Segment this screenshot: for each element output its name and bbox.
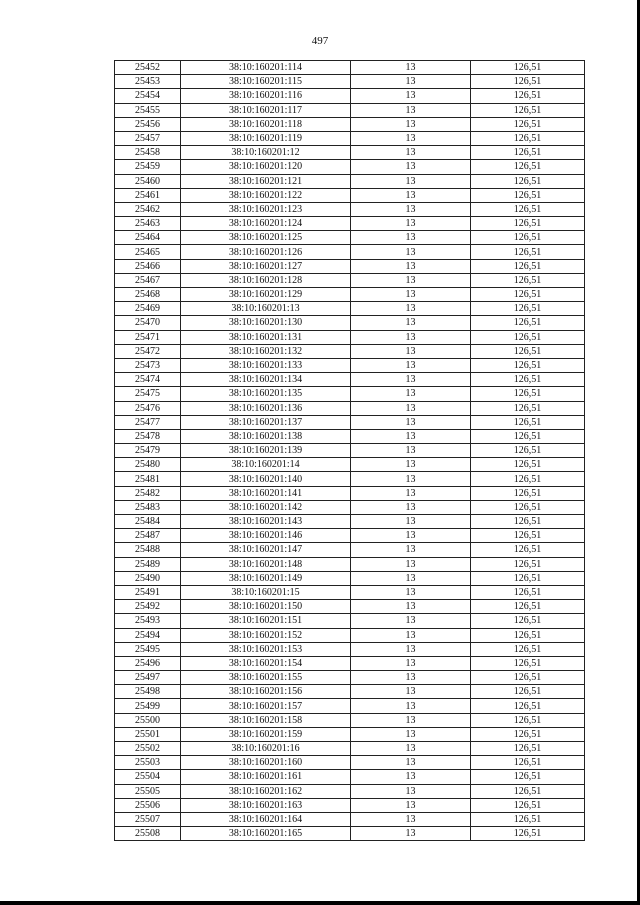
cadastral-number-cell: 38:10:160201:120	[181, 160, 351, 174]
record-number-cell: 25504	[115, 770, 181, 784]
zone-code-cell: 13	[351, 812, 471, 826]
record-number-cell: 25501	[115, 727, 181, 741]
value-cell: 126,51	[471, 827, 585, 841]
value-cell: 126,51	[471, 174, 585, 188]
zone-code-cell: 13	[351, 131, 471, 145]
cadastral-number-cell: 38:10:160201:119	[181, 131, 351, 145]
table-row	[115, 415, 585, 429]
value-cell: 126,51	[471, 614, 585, 628]
table-row	[115, 699, 585, 713]
cadastral-number-cell: 38:10:160201:150	[181, 600, 351, 614]
record-number-cell: 25484	[115, 515, 181, 529]
cadastral-number-cell: 38:10:160201:164	[181, 812, 351, 826]
table-row	[115, 316, 585, 330]
table-row	[115, 812, 585, 826]
value-cell: 126,51	[471, 685, 585, 699]
zone-code-cell: 13	[351, 429, 471, 443]
zone-code-cell: 13	[351, 103, 471, 117]
table-row	[115, 302, 585, 316]
cadastral-number-cell: 38:10:160201:16	[181, 742, 351, 756]
table-row	[115, 557, 585, 571]
table-row	[115, 131, 585, 145]
zone-code-cell: 13	[351, 472, 471, 486]
zone-code-cell: 13	[351, 231, 471, 245]
zone-code-cell: 13	[351, 600, 471, 614]
value-cell: 126,51	[471, 61, 585, 75]
record-number-cell: 25452	[115, 61, 181, 75]
value-cell: 126,51	[471, 543, 585, 557]
value-cell: 126,51	[471, 699, 585, 713]
record-number-cell: 25490	[115, 571, 181, 585]
table-row	[115, 671, 585, 685]
record-number-cell: 25473	[115, 358, 181, 372]
record-number-cell: 25466	[115, 259, 181, 273]
table-row	[115, 756, 585, 770]
record-number-cell: 25468	[115, 288, 181, 302]
record-number-cell: 25456	[115, 117, 181, 131]
cadastral-number-cell: 38:10:160201:12	[181, 146, 351, 160]
value-cell: 126,51	[471, 444, 585, 458]
zone-code-cell: 13	[351, 89, 471, 103]
zone-code-cell: 13	[351, 316, 471, 330]
record-number-cell: 25475	[115, 387, 181, 401]
cadastral-number-cell: 38:10:160201:128	[181, 273, 351, 287]
table-row	[115, 188, 585, 202]
value-cell: 126,51	[471, 302, 585, 316]
cadastral-number-cell: 38:10:160201:136	[181, 401, 351, 415]
value-cell: 126,51	[471, 656, 585, 670]
cadastral-number-cell: 38:10:160201:149	[181, 571, 351, 585]
table-row	[115, 798, 585, 812]
record-number-cell: 25495	[115, 642, 181, 656]
cadastral-number-cell: 38:10:160201:14	[181, 458, 351, 472]
cadastral-number-cell: 38:10:160201:125	[181, 231, 351, 245]
table-row	[115, 642, 585, 656]
table-row	[115, 146, 585, 160]
table-row	[115, 515, 585, 529]
zone-code-cell: 13	[351, 273, 471, 287]
value-cell: 126,51	[471, 373, 585, 387]
cadastral-number-cell: 38:10:160201:138	[181, 429, 351, 443]
cadastral-number-cell: 38:10:160201:118	[181, 117, 351, 131]
cadastral-number-cell: 38:10:160201:156	[181, 685, 351, 699]
table-row	[115, 656, 585, 670]
value-cell: 126,51	[471, 146, 585, 160]
zone-code-cell: 13	[351, 174, 471, 188]
cadastral-number-cell: 38:10:160201:141	[181, 486, 351, 500]
cadastral-number-cell: 38:10:160201:117	[181, 103, 351, 117]
cadastral-number-cell: 38:10:160201:129	[181, 288, 351, 302]
cadastral-number-cell: 38:10:160201:127	[181, 259, 351, 273]
record-number-cell: 25477	[115, 415, 181, 429]
table-row	[115, 231, 585, 245]
record-number-cell: 25474	[115, 373, 181, 387]
table-row	[115, 458, 585, 472]
table-row	[115, 472, 585, 486]
record-number-cell: 25507	[115, 812, 181, 826]
value-cell: 126,51	[471, 515, 585, 529]
zone-code-cell: 13	[351, 500, 471, 514]
table-row	[115, 358, 585, 372]
zone-code-cell: 13	[351, 61, 471, 75]
record-number-cell: 25454	[115, 89, 181, 103]
value-cell: 126,51	[471, 202, 585, 216]
cadastral-number-cell: 38:10:160201:142	[181, 500, 351, 514]
table-row	[115, 330, 585, 344]
cadastral-number-cell: 38:10:160201:147	[181, 543, 351, 557]
cadastral-number-cell: 38:10:160201:148	[181, 557, 351, 571]
table-row	[115, 827, 585, 841]
value-cell: 126,51	[471, 671, 585, 685]
record-number-cell: 25470	[115, 316, 181, 330]
record-number-cell: 25481	[115, 472, 181, 486]
table-row	[115, 486, 585, 500]
table-row	[115, 770, 585, 784]
cadastral-number-cell: 38:10:160201:162	[181, 784, 351, 798]
cadastral-number-cell: 38:10:160201:139	[181, 444, 351, 458]
zone-code-cell: 13	[351, 571, 471, 585]
value-cell: 126,51	[471, 770, 585, 784]
table-row	[115, 429, 585, 443]
value-cell: 126,51	[471, 231, 585, 245]
zone-code-cell: 13	[351, 628, 471, 642]
zone-code-cell: 13	[351, 784, 471, 798]
table-row	[115, 614, 585, 628]
value-cell: 126,51	[471, 486, 585, 500]
record-number-cell: 25479	[115, 444, 181, 458]
cadastral-number-cell: 38:10:160201:140	[181, 472, 351, 486]
record-number-cell: 25497	[115, 671, 181, 685]
record-number-cell: 25483	[115, 500, 181, 514]
zone-code-cell: 13	[351, 699, 471, 713]
table-row	[115, 373, 585, 387]
zone-code-cell: 13	[351, 770, 471, 784]
value-cell: 126,51	[471, 316, 585, 330]
zone-code-cell: 13	[351, 288, 471, 302]
value-cell: 126,51	[471, 784, 585, 798]
record-number-cell: 25471	[115, 330, 181, 344]
value-cell: 126,51	[471, 401, 585, 415]
cadastral-number-cell: 38:10:160201:137	[181, 415, 351, 429]
table-row	[115, 202, 585, 216]
value-cell: 126,51	[471, 458, 585, 472]
cadastral-number-cell: 38:10:160201:114	[181, 61, 351, 75]
table-row	[115, 387, 585, 401]
value-cell: 126,51	[471, 273, 585, 287]
record-number-cell: 25459	[115, 160, 181, 174]
record-number-cell: 25491	[115, 585, 181, 599]
record-number-cell: 25476	[115, 401, 181, 415]
cadastral-number-cell: 38:10:160201:126	[181, 245, 351, 259]
cadastral-number-cell: 38:10:160201:115	[181, 75, 351, 89]
table-row	[115, 75, 585, 89]
table-row	[115, 727, 585, 741]
zone-code-cell: 13	[351, 245, 471, 259]
zone-code-cell: 13	[351, 742, 471, 756]
table-row	[115, 89, 585, 103]
cadastral-number-cell: 38:10:160201:160	[181, 756, 351, 770]
cadastral-number-cell: 38:10:160201:146	[181, 529, 351, 543]
value-cell: 126,51	[471, 585, 585, 599]
zone-code-cell: 13	[351, 160, 471, 174]
page-number: 497	[311, 35, 329, 47]
record-number-cell: 25488	[115, 543, 181, 557]
zone-code-cell: 13	[351, 387, 471, 401]
value-cell: 126,51	[471, 75, 585, 89]
value-cell: 126,51	[471, 358, 585, 372]
zone-code-cell: 13	[351, 217, 471, 231]
table-row	[115, 685, 585, 699]
zone-code-cell: 13	[351, 75, 471, 89]
record-number-cell: 25499	[115, 699, 181, 713]
zone-code-cell: 13	[351, 685, 471, 699]
cadastral-number-cell: 38:10:160201:130	[181, 316, 351, 330]
zone-code-cell: 13	[351, 344, 471, 358]
table-row	[115, 61, 585, 75]
zone-code-cell: 13	[351, 458, 471, 472]
table-row	[115, 742, 585, 756]
table-row	[115, 571, 585, 585]
table-row	[115, 585, 585, 599]
zone-code-cell: 13	[351, 585, 471, 599]
record-number-cell: 25498	[115, 685, 181, 699]
zone-code-cell: 13	[351, 515, 471, 529]
zone-code-cell: 13	[351, 543, 471, 557]
value-cell: 126,51	[471, 415, 585, 429]
table-row	[115, 273, 585, 287]
cadastral-number-cell: 38:10:160201:157	[181, 699, 351, 713]
zone-code-cell: 13	[351, 486, 471, 500]
zone-code-cell: 13	[351, 614, 471, 628]
table-row	[115, 174, 585, 188]
record-number-cell: 25492	[115, 600, 181, 614]
cadastral-number-cell: 38:10:160201:152	[181, 628, 351, 642]
zone-code-cell: 13	[351, 642, 471, 656]
record-number-cell: 25506	[115, 798, 181, 812]
zone-code-cell: 13	[351, 557, 471, 571]
cadastral-number-cell: 38:10:160201:151	[181, 614, 351, 628]
zone-code-cell: 13	[351, 656, 471, 670]
cadastral-number-cell: 38:10:160201:155	[181, 671, 351, 685]
record-number-cell: 25494	[115, 628, 181, 642]
cadastral-number-cell: 38:10:160201:132	[181, 344, 351, 358]
value-cell: 126,51	[471, 529, 585, 543]
zone-code-cell: 13	[351, 117, 471, 131]
zone-code-cell: 13	[351, 798, 471, 812]
zone-code-cell: 13	[351, 188, 471, 202]
table-row	[115, 500, 585, 514]
value-cell: 126,51	[471, 387, 585, 401]
zone-code-cell: 13	[351, 713, 471, 727]
table-row	[115, 103, 585, 117]
zone-code-cell: 13	[351, 529, 471, 543]
value-cell: 126,51	[471, 429, 585, 443]
cadastral-number-cell: 38:10:160201:153	[181, 642, 351, 656]
zone-code-cell: 13	[351, 827, 471, 841]
record-number-cell: 25461	[115, 188, 181, 202]
cadastral-number-cell: 38:10:160201:131	[181, 330, 351, 344]
zone-code-cell: 13	[351, 415, 471, 429]
value-cell: 126,51	[471, 131, 585, 145]
cadastral-number-cell: 38:10:160201:121	[181, 174, 351, 188]
record-number-cell: 25493	[115, 614, 181, 628]
record-number-cell: 25467	[115, 273, 181, 287]
value-cell: 126,51	[471, 288, 585, 302]
value-cell: 126,51	[471, 117, 585, 131]
record-number-cell: 25502	[115, 742, 181, 756]
zone-code-cell: 13	[351, 302, 471, 316]
table-body	[115, 61, 585, 841]
value-cell: 126,51	[471, 500, 585, 514]
value-cell: 126,51	[471, 727, 585, 741]
table-row	[115, 160, 585, 174]
cadastral-number-cell: 38:10:160201:161	[181, 770, 351, 784]
record-number-cell: 25458	[115, 146, 181, 160]
cadastral-number-cell: 38:10:160201:163	[181, 798, 351, 812]
value-cell: 126,51	[471, 330, 585, 344]
table-row	[115, 784, 585, 798]
zone-code-cell: 13	[351, 401, 471, 415]
cadastral-number-cell: 38:10:160201:116	[181, 89, 351, 103]
cadastral-number-cell: 38:10:160201:15	[181, 585, 351, 599]
cadastral-number-cell: 38:10:160201:122	[181, 188, 351, 202]
value-cell: 126,51	[471, 642, 585, 656]
record-number-cell: 25464	[115, 231, 181, 245]
record-number-cell: 25457	[115, 131, 181, 145]
record-number-cell: 25480	[115, 458, 181, 472]
zone-code-cell: 13	[351, 727, 471, 741]
record-number-cell: 25496	[115, 656, 181, 670]
cadastral-number-cell: 38:10:160201:133	[181, 358, 351, 372]
table-row	[115, 217, 585, 231]
record-number-cell: 25482	[115, 486, 181, 500]
table-row	[115, 245, 585, 259]
record-number-cell: 25505	[115, 784, 181, 798]
cadastral-number-cell: 38:10:160201:159	[181, 727, 351, 741]
value-cell: 126,51	[471, 344, 585, 358]
table-row	[115, 344, 585, 358]
scan-edge-bottom	[0, 901, 640, 905]
value-cell: 126,51	[471, 89, 585, 103]
record-number-cell: 25500	[115, 713, 181, 727]
cadastral-table	[114, 60, 585, 841]
value-cell: 126,51	[471, 160, 585, 174]
record-number-cell: 25465	[115, 245, 181, 259]
cadastral-number-cell: 38:10:160201:13	[181, 302, 351, 316]
value-cell: 126,51	[471, 103, 585, 117]
value-cell: 126,51	[471, 798, 585, 812]
zone-code-cell: 13	[351, 444, 471, 458]
value-cell: 126,51	[471, 628, 585, 642]
value-cell: 126,51	[471, 571, 585, 585]
record-number-cell: 25478	[115, 429, 181, 443]
table-row	[115, 288, 585, 302]
table-row	[115, 529, 585, 543]
value-cell: 126,51	[471, 217, 585, 231]
cadastral-number-cell: 38:10:160201:124	[181, 217, 351, 231]
record-number-cell: 25453	[115, 75, 181, 89]
zone-code-cell: 13	[351, 259, 471, 273]
table-row	[115, 259, 585, 273]
table-row	[115, 543, 585, 557]
zone-code-cell: 13	[351, 358, 471, 372]
cadastral-number-cell: 38:10:160201:123	[181, 202, 351, 216]
table-row	[115, 444, 585, 458]
record-number-cell: 25472	[115, 344, 181, 358]
cadastral-number-cell: 38:10:160201:134	[181, 373, 351, 387]
table-row	[115, 401, 585, 415]
value-cell: 126,51	[471, 600, 585, 614]
zone-code-cell: 13	[351, 671, 471, 685]
value-cell: 126,51	[471, 742, 585, 756]
value-cell: 126,51	[471, 259, 585, 273]
record-number-cell: 25489	[115, 557, 181, 571]
value-cell: 126,51	[471, 713, 585, 727]
table-row	[115, 600, 585, 614]
zone-code-cell: 13	[351, 146, 471, 160]
record-number-cell: 25503	[115, 756, 181, 770]
cadastral-number-cell: 38:10:160201:154	[181, 656, 351, 670]
zone-code-cell: 13	[351, 330, 471, 344]
table-row	[115, 117, 585, 131]
record-number-cell: 25469	[115, 302, 181, 316]
cadastral-number-cell: 38:10:160201:165	[181, 827, 351, 841]
table-row	[115, 628, 585, 642]
zone-code-cell: 13	[351, 373, 471, 387]
record-number-cell: 25462	[115, 202, 181, 216]
value-cell: 126,51	[471, 188, 585, 202]
record-number-cell: 25487	[115, 529, 181, 543]
zone-code-cell: 13	[351, 756, 471, 770]
record-number-cell: 25460	[115, 174, 181, 188]
table-row	[115, 713, 585, 727]
value-cell: 126,51	[471, 756, 585, 770]
value-cell: 126,51	[471, 472, 585, 486]
cadastral-number-cell: 38:10:160201:143	[181, 515, 351, 529]
value-cell: 126,51	[471, 245, 585, 259]
cadastral-number-cell: 38:10:160201:158	[181, 713, 351, 727]
record-number-cell: 25463	[115, 217, 181, 231]
record-number-cell: 25508	[115, 827, 181, 841]
value-cell: 126,51	[471, 812, 585, 826]
record-number-cell: 25455	[115, 103, 181, 117]
cadastral-number-cell: 38:10:160201:135	[181, 387, 351, 401]
zone-code-cell: 13	[351, 202, 471, 216]
value-cell: 126,51	[471, 557, 585, 571]
